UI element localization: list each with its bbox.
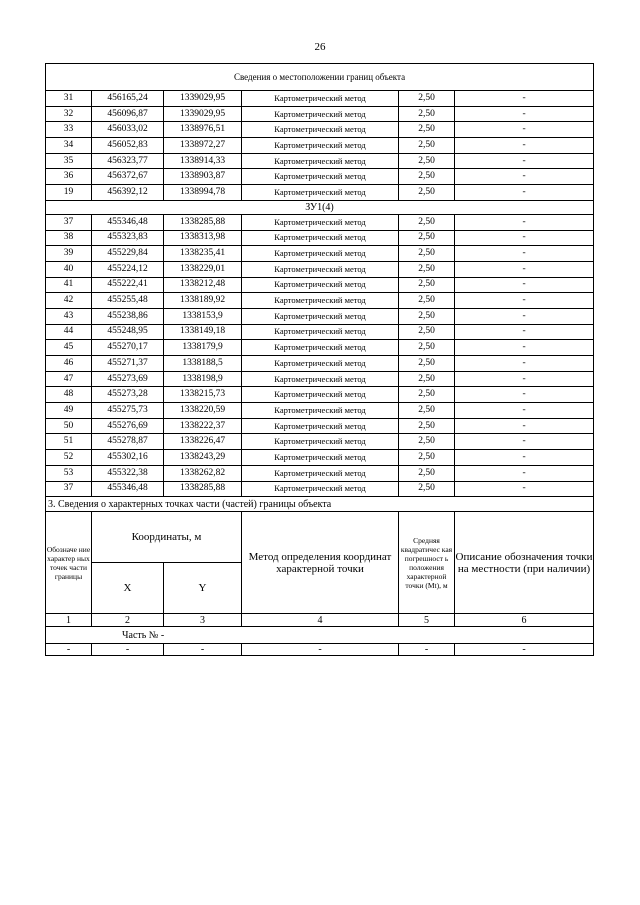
table-cell: 455278,87 — [92, 434, 164, 450]
table-cell: 36 — [46, 169, 92, 185]
table-cell: 456323,77 — [92, 153, 164, 169]
table-cell: Картометрический метод — [242, 106, 399, 122]
table-cell: 38 — [46, 230, 92, 246]
table-cell: 455248,95 — [92, 324, 164, 340]
table-cell: 2,50 — [399, 418, 455, 434]
column-number: 1 — [46, 614, 92, 627]
table-cell: Картометрический метод — [242, 138, 399, 154]
table-row — [46, 246, 594, 262]
table-row — [46, 434, 594, 450]
table-cell: 455273,28 — [92, 387, 164, 403]
table-cell: 1339029,95 — [164, 106, 242, 122]
table-cell: - — [399, 644, 455, 656]
table-cell: - — [455, 418, 594, 434]
table-cell: 455346,48 — [92, 214, 164, 230]
table-cell: 2,50 — [399, 153, 455, 169]
table-cell: - — [455, 481, 594, 497]
table-cell: Картометрический метод — [242, 450, 399, 466]
table-cell: - — [455, 261, 594, 277]
table-cell: 2,50 — [399, 122, 455, 138]
table-cell: 455275,73 — [92, 403, 164, 419]
table-row — [46, 371, 594, 387]
table-cell: 2,50 — [399, 387, 455, 403]
table-row — [46, 153, 594, 169]
table-cell: 456392,12 — [92, 185, 164, 201]
section3-header-row — [46, 512, 594, 563]
table-cell: Картометрический метод — [242, 340, 399, 356]
table-cell: - — [455, 91, 594, 107]
table-cell: 51 — [46, 434, 92, 450]
column-numbers-row — [46, 614, 594, 627]
table-cell: Картометрический метод — [242, 230, 399, 246]
part-row — [46, 627, 594, 644]
table-cell: - — [455, 246, 594, 262]
table-cell: Картометрический метод — [242, 169, 399, 185]
table-cell: Картометрический метод — [242, 308, 399, 324]
table-row — [46, 340, 594, 356]
table-row — [46, 450, 594, 466]
table-cell: 455222,41 — [92, 277, 164, 293]
table-row — [46, 91, 594, 107]
table-cell: - — [455, 122, 594, 138]
column-number: 4 — [242, 614, 399, 627]
table-cell: 33 — [46, 122, 92, 138]
table-cell: Картометрический метод — [242, 277, 399, 293]
table-row — [46, 403, 594, 419]
table-row — [46, 465, 594, 481]
table-cell: 2,50 — [399, 450, 455, 466]
table-cell: Картометрический метод — [242, 324, 399, 340]
table-cell: 1338212,48 — [164, 277, 242, 293]
table-cell: 2,50 — [399, 434, 455, 450]
table-cell: 456372,67 — [92, 169, 164, 185]
table-cell: - — [455, 371, 594, 387]
table-cell: 53 — [46, 465, 92, 481]
table-cell: - — [455, 465, 594, 481]
table-cell: 1338198,9 — [164, 371, 242, 387]
part-label: Часть № - — [46, 627, 594, 644]
table-cell: 47 — [46, 371, 92, 387]
table-cell: 40 — [46, 261, 92, 277]
table-cell: 455229,84 — [92, 246, 164, 262]
table-row — [46, 387, 594, 403]
table-cell: 455346,48 — [92, 481, 164, 497]
table-cell: - — [455, 450, 594, 466]
table-cell: 455323,83 — [92, 230, 164, 246]
table-row — [46, 481, 594, 497]
table-cell: 1338285,88 — [164, 214, 242, 230]
table-cell: 1338153,9 — [164, 308, 242, 324]
section-title-row — [46, 64, 594, 91]
table-cell: 2,50 — [399, 261, 455, 277]
column-number: 5 — [399, 614, 455, 627]
table-cell: 49 — [46, 403, 92, 419]
table-cell: 2,50 — [399, 356, 455, 372]
table-cell: 1338903,87 — [164, 169, 242, 185]
table-cell: - — [455, 169, 594, 185]
table-cell: 1338243,29 — [164, 450, 242, 466]
table-cell: Картометрический метод — [242, 371, 399, 387]
part-points-table — [45, 497, 594, 656]
table-cell: - — [455, 106, 594, 122]
table-cell: 35 — [46, 153, 92, 169]
table-cell: - — [455, 138, 594, 154]
table-cell: - — [46, 644, 92, 656]
table-cell: - — [455, 403, 594, 419]
table-cell: 41 — [46, 277, 92, 293]
table-cell: 2,50 — [399, 308, 455, 324]
table-cell: 2,50 — [399, 324, 455, 340]
table-row — [46, 277, 594, 293]
table-cell: - — [455, 644, 594, 656]
table-cell: 1338220,59 — [164, 403, 242, 419]
table-cell: 1338235,41 — [164, 246, 242, 262]
table-cell: 1338188,5 — [164, 356, 242, 372]
empty-data-row — [46, 644, 594, 656]
table-cell: 46 — [46, 356, 92, 372]
table-cell: 456033,02 — [92, 122, 164, 138]
section3-title-row — [46, 497, 594, 512]
table-row — [46, 138, 594, 154]
table-cell: Картометрический метод — [242, 214, 399, 230]
table-cell: Картометрический метод — [242, 418, 399, 434]
table-cell: 1338994,78 — [164, 185, 242, 201]
table-row — [46, 122, 594, 138]
table-cell: 48 — [46, 387, 92, 403]
table-cell: - — [455, 293, 594, 309]
col-point-designation: Обозначе ние характер ных точек части границы — [46, 512, 92, 614]
table-cell: 1338914,33 — [164, 153, 242, 169]
table-row — [46, 324, 594, 340]
table-cell: 1338285,88 — [164, 481, 242, 497]
col-y: Y — [164, 563, 242, 614]
section3-title: 3. Сведения о характерных точках части (частей) границы объекта — [46, 497, 594, 512]
table-cell: 42 — [46, 293, 92, 309]
table-cell: 1338222,37 — [164, 418, 242, 434]
table-cell: - — [455, 230, 594, 246]
table-cell: 50 — [46, 418, 92, 434]
table-cell: 2,50 — [399, 91, 455, 107]
table-cell: 45 — [46, 340, 92, 356]
table-cell: 1338226,47 — [164, 434, 242, 450]
table-cell: 455302,16 — [92, 450, 164, 466]
table-cell: 455255,48 — [92, 293, 164, 309]
table-cell: 1338229,01 — [164, 261, 242, 277]
col-method: Метод определения координат характерной точки — [242, 512, 399, 614]
table-row — [46, 106, 594, 122]
col-accuracy: Средняя квадратичес кая погрешност ь положения характерной точки (Mt), м — [399, 512, 455, 614]
table-cell: 456096,87 — [92, 106, 164, 122]
table-row — [46, 185, 594, 201]
page-number: 26 — [314, 41, 326, 53]
table-cell: 32 — [46, 106, 92, 122]
subheader-row — [46, 200, 594, 214]
table-cell: Картометрический метод — [242, 434, 399, 450]
section-title: Сведения о местоположении границ объекта — [46, 64, 594, 91]
table-cell: 52 — [46, 450, 92, 466]
column-number: 6 — [455, 614, 594, 627]
table-cell: 2,50 — [399, 106, 455, 122]
table-cell: 1339029,95 — [164, 91, 242, 107]
document-tables — [45, 63, 593, 656]
table-cell: 2,50 — [399, 185, 455, 201]
table-cell: - — [242, 644, 399, 656]
table-cell: 456165,24 — [92, 91, 164, 107]
table-cell: - — [455, 277, 594, 293]
table-cell: - — [455, 185, 594, 201]
table-cell: 1338215,73 — [164, 387, 242, 403]
table-row — [46, 261, 594, 277]
table-cell: Картометрический метод — [242, 465, 399, 481]
table-cell: 2,50 — [399, 246, 455, 262]
table-cell: - — [455, 308, 594, 324]
column-number: 2 — [92, 614, 164, 627]
table-cell: 1338972,27 — [164, 138, 242, 154]
table-cell: 43 — [46, 308, 92, 324]
table-row — [46, 230, 594, 246]
table-cell: 1338313,98 — [164, 230, 242, 246]
table-cell: Картометрический метод — [242, 403, 399, 419]
table-cell: 37 — [46, 481, 92, 497]
table-cell: 2,50 — [399, 371, 455, 387]
table-cell: 2,50 — [399, 481, 455, 497]
table-cell: - — [92, 644, 164, 656]
table-row — [46, 169, 594, 185]
col-x: X — [92, 563, 164, 614]
table-cell: 1338189,92 — [164, 293, 242, 309]
table-cell: 2,50 — [399, 169, 455, 185]
table-cell: 2,50 — [399, 230, 455, 246]
table-cell: 455238,86 — [92, 308, 164, 324]
table-cell: - — [455, 153, 594, 169]
table-cell: - — [455, 324, 594, 340]
table-cell: 37 — [46, 214, 92, 230]
table-cell: Картометрический метод — [242, 91, 399, 107]
table-cell: 2,50 — [399, 138, 455, 154]
table-cell: - — [455, 340, 594, 356]
col-description: Описание обозначения точки на местности (при наличии) — [455, 512, 594, 614]
table-cell: 455271,37 — [92, 356, 164, 372]
table-cell: 39 — [46, 246, 92, 262]
table-cell: 2,50 — [399, 277, 455, 293]
table-cell: 455276,69 — [92, 418, 164, 434]
table-cell: 19 — [46, 185, 92, 201]
table-cell: Картометрический метод — [242, 387, 399, 403]
table-row — [46, 418, 594, 434]
table-cell: 2,50 — [399, 465, 455, 481]
table-cell: 2,50 — [399, 214, 455, 230]
table-cell: 1338149,18 — [164, 324, 242, 340]
table-cell: Картометрический метод — [242, 153, 399, 169]
table-cell: 1338262,82 — [164, 465, 242, 481]
table-row — [46, 356, 594, 372]
table-cell: - — [455, 434, 594, 450]
table-cell: Картометрический метод — [242, 185, 399, 201]
table-cell: 2,50 — [399, 403, 455, 419]
table-row — [46, 293, 594, 309]
table-cell: Картометрический метод — [242, 293, 399, 309]
table-row — [46, 308, 594, 324]
table-cell: 2,50 — [399, 293, 455, 309]
table-cell: Картометрический метод — [242, 356, 399, 372]
table-cell: 455224,12 — [92, 261, 164, 277]
table-cell: 455322,38 — [92, 465, 164, 481]
col-coordinates: Координаты, м — [92, 512, 242, 563]
table-cell: 34 — [46, 138, 92, 154]
table-cell: 1338976,51 — [164, 122, 242, 138]
subheader-label: ЗУ1(4) — [46, 200, 594, 214]
table-cell: 455273,69 — [92, 371, 164, 387]
boundary-table — [45, 63, 594, 497]
table-row — [46, 214, 594, 230]
table-cell: 44 — [46, 324, 92, 340]
table-cell: Картометрический метод — [242, 122, 399, 138]
table-cell: 31 — [46, 91, 92, 107]
table-cell: 1338179,9 — [164, 340, 242, 356]
table-cell: 456052,83 — [92, 138, 164, 154]
table-cell: - — [164, 644, 242, 656]
table-cell: 455270,17 — [92, 340, 164, 356]
table-cell: - — [455, 356, 594, 372]
table-cell: - — [455, 214, 594, 230]
table-cell: Картометрический метод — [242, 261, 399, 277]
column-number: 3 — [164, 614, 242, 627]
table-cell: 2,50 — [399, 340, 455, 356]
table-cell: Картометрический метод — [242, 481, 399, 497]
table-cell: Картометрический метод — [242, 246, 399, 262]
table-cell: - — [455, 387, 594, 403]
